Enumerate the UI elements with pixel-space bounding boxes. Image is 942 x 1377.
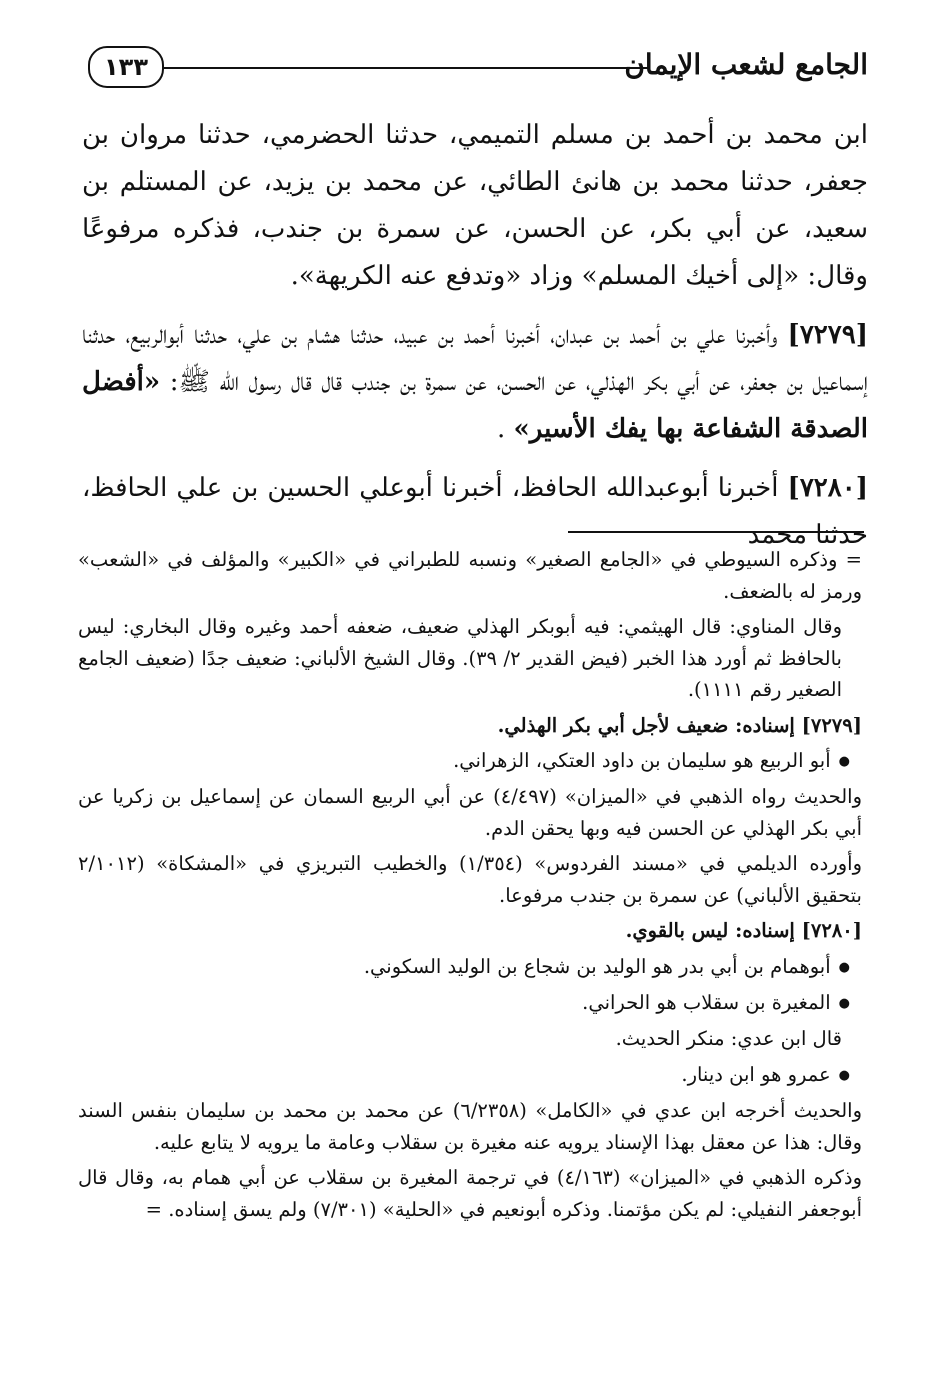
main-text [82,112,868,571]
footnote-bullet: ● أبو الربيع هو سليمان بن داود العتكي، الزهراني. [78,745,862,777]
hadith-end: . [496,414,506,444]
footnote-line: والحديث أخرجه ابن عدي في «الكامل» (٦/٢٣٥٨) عن محمد بن محمد بن سليمان بنفس السند وقال: هذا عن معقل بهذا الإسناد يرويه عنه مغيرة بن سقلاب وعامة ما يرويه لا يتابع عليه. [78,1099,862,1154]
hadith-7279 [82,312,868,453]
footnote-bullet: ● المغيرة بن سقلاب هو الحراني. [78,987,862,1019]
header-rule [162,67,650,69]
footnote-bullet: ● أبوهمام بن أبي بدر هو الوليد بن شجاع بن الوليد السكوني. [78,951,862,983]
hadith-chain: وأخبرنا علي بن أحمد بن عبدان، أخبرنا أحمد بن عبيد، حدثنا هشام بن علي، حدثنا أبوالربيع، حدثنا إسماعيل بن جعفر، عن أبي بكر الهذلي، عن الحسن، عن سمرة بن جندب قال قال رسول الله ﷺ: [82,320,868,397]
page-header [88,34,868,98]
footnote-line: وقال المناوي: قال الهيثمي: فيه أبوبكر الهذلي ضعيف، ضعفه أحمد وغيره وقال البخاري: ليس بالحافظ ثم أورد هذا الخبر (فيض القدير ٢/ ٣٩). وقال الشيخ الألباني: ضعيف جدًا (ضعيف الجامع الصغير رقم ١١١١). [78,615,842,701]
hadith-number: [٧٢٨٠] [787,473,868,503]
footnote-line: وأورده الديلمي في «مسند الفردوس» (١/٣٥٤) والخطيب التبريزي في «المشكاة» (٢/١٠١٢ بتحقيق الألباني) عن سمرة بن جندب مرفوعا. [78,852,862,907]
hadith-number: [٧٢٧٩] [787,320,868,350]
hadith-continuation-text: ابن محمد بن أحمد بن مسلم التميمي، حدثنا الحضرمي، حدثنا مروان بن جعفر، حدثنا محمد بن هانئ الطائي، عن محمد بن يزيد، عن المستلم بن سعيد، عن أبي بكر، عن الحسن، عن سمرة بن جندب، فذكره مرفوعًا وقال: «إلى أخيك المسلم» وزاد «وتدفع عنه الكريهة». [82,120,868,291]
footnote-bullet: ● عمرو هو ابن دينار. [78,1059,862,1091]
page-number: ١٣٣ [88,46,164,88]
footnote-line: وذكره الذهبي في «الميزان» (٤/١٦٣) في ترجمة المغيرة بن سقلاب عن أبي همام به، وقال قال أبوجعفر النفيلي: لم يكن مؤتمنا. وذكره أبونعيم في «الحلية» (٧/٣٠١) ولم يسق إسناده. = [78,1166,862,1221]
footnote-heading: [٧٢٧٩] إسناده: ضعيف لأجل أبي بكر الهذلي. [497,713,862,737]
footnote-heading: [٧٢٨٠] إسناده: ليس بالقوي. [625,919,862,943]
footnote-separator [568,531,864,533]
footnotes [78,544,862,1229]
book-title: الجامع لشعب الإيمان [624,48,868,81]
footnote-line: والحديث رواه الذهبي في «الميزان» (٤/٤٩٧) عن أبي الربيع السمان عن إسماعيل بن زكريا عن أبي بكر الهذلي عن الحسن فيه وبها يحقن الدم. [78,785,862,840]
hadith-continuation [82,112,868,300]
footnote-line: = وذكره السيوطي في «الجامع الصغير» ونسبه للطبراني في «الكبير» والمؤلف في «الشعب» ورمز له بالضعف. [78,548,862,603]
hadith-chain: أخبرنا أبوعبدالله الحافظ، أخبرنا أبوعلي الحسين بن علي الحافظ، حدثنا محمد [82,473,868,550]
footnote-line: قال ابن عدي: منكر الحديث. [615,1027,842,1051]
hadith-quote: «أفضل الصدقة الشفاعة بها يفك الأسير» [82,367,868,444]
